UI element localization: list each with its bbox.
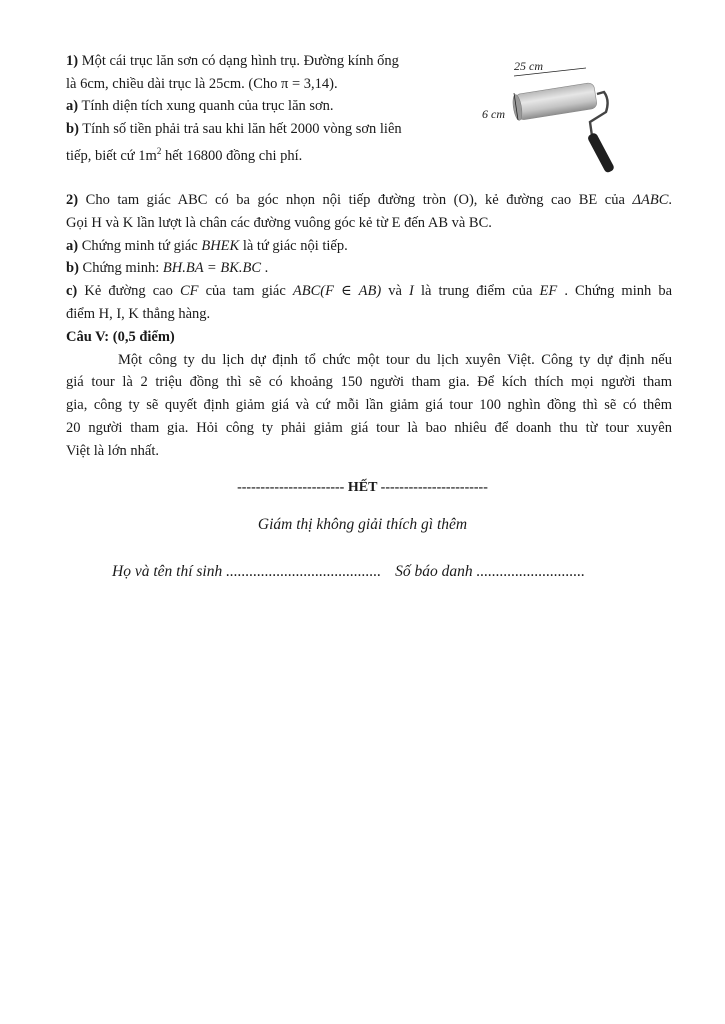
problem-1-part-b: b) Tính số tiền phải trả sau khi lăn hết 2000 vòng sơn liên: [66, 120, 402, 137]
length-label: 25 cm: [514, 59, 543, 73]
question-5-line-4: 20 người tham gia. Hỏi công ty phải giảm giá tour là bao nhiêu để doanh thu từ tour xuyên: [66, 419, 672, 436]
problem-1-line-2: là 6cm, chiều dài trục là 25cm. (Cho π = 3,14).: [66, 75, 338, 92]
problem-2-part-c: c) Kẻ đường cao CF của tam giác ABC(F ∈ AB) và I là trung điểm của EF . Chứng minh ba: [66, 283, 673, 300]
problem-2-line-2: Gọi H và K lần lượt là chân các đường vuông góc kẻ từ E đến AB và BC.: [66, 214, 492, 231]
question-5-title: Câu V: (0,5 điểm): [66, 328, 175, 345]
problem-2-line-1: 2) Cho tam giác ABC có ba góc nhọn nội tiếp đường tròn (O), kẻ đường cao BE của ΔABC.: [66, 192, 673, 208]
problem-1-line-1: 1) Một cái trục lăn sơn có dạng hình trụ. Đường kính ống: [66, 53, 399, 69]
problem-1: [66, 50, 450, 167]
problem-1-part-a: a) Tính diện tích xung quanh của trục lăn sơn.: [66, 98, 334, 114]
candidate-id-field: Số báo danh ............................: [395, 563, 585, 580]
candidate-name-field: Họ và tên thí sinh ........................................: [112, 563, 382, 580]
end-marker: ----------------------- HẾT -----------------------: [237, 480, 488, 495]
problem-2-part-c-cont: điểm H, I, K thẳng hàng.: [66, 305, 211, 322]
question-5-line-5: Việt là lớn nhất.: [66, 442, 159, 459]
candidate-info: [112, 563, 585, 581]
roller-cylinder: [511, 82, 597, 121]
diameter-label: 6 cm: [482, 107, 505, 121]
problem-1-part-b-cont: tiếp, biết cứ $1m^2$ hết 16800 đồng chi phí.: [66, 146, 303, 164]
proctor-note: Giám thị không giải thích gì thêm: [257, 516, 468, 533]
roller-handle: [587, 132, 616, 174]
problem-2-part-a: a) Chứng minh tứ giác BHEK là tứ giác nội tiếp.: [66, 237, 348, 254]
question-5-line-3: gia, công ty sẽ quyết định giảm giá và cứ mỗi lần giảm giá tour 100 nghìn đồng thì sẽ có thêm: [66, 397, 672, 414]
paint-roller-figure: [470, 50, 675, 180]
question-5-line-2: giá tour là 2 triệu đồng thì sẽ có khoảng 150 người tham gia. Để kích thích mọi người tham: [66, 374, 672, 391]
question-5-line-1: Một công ty du lịch dự định tổ chức một tour du lịch xuyên Việt. Công ty dự định nếu: [118, 351, 672, 368]
problem-2-and-question-5: [66, 189, 672, 463]
problem-2-part-b: b) Chứng minh: BH.BA = BK.BC .: [66, 260, 269, 277]
